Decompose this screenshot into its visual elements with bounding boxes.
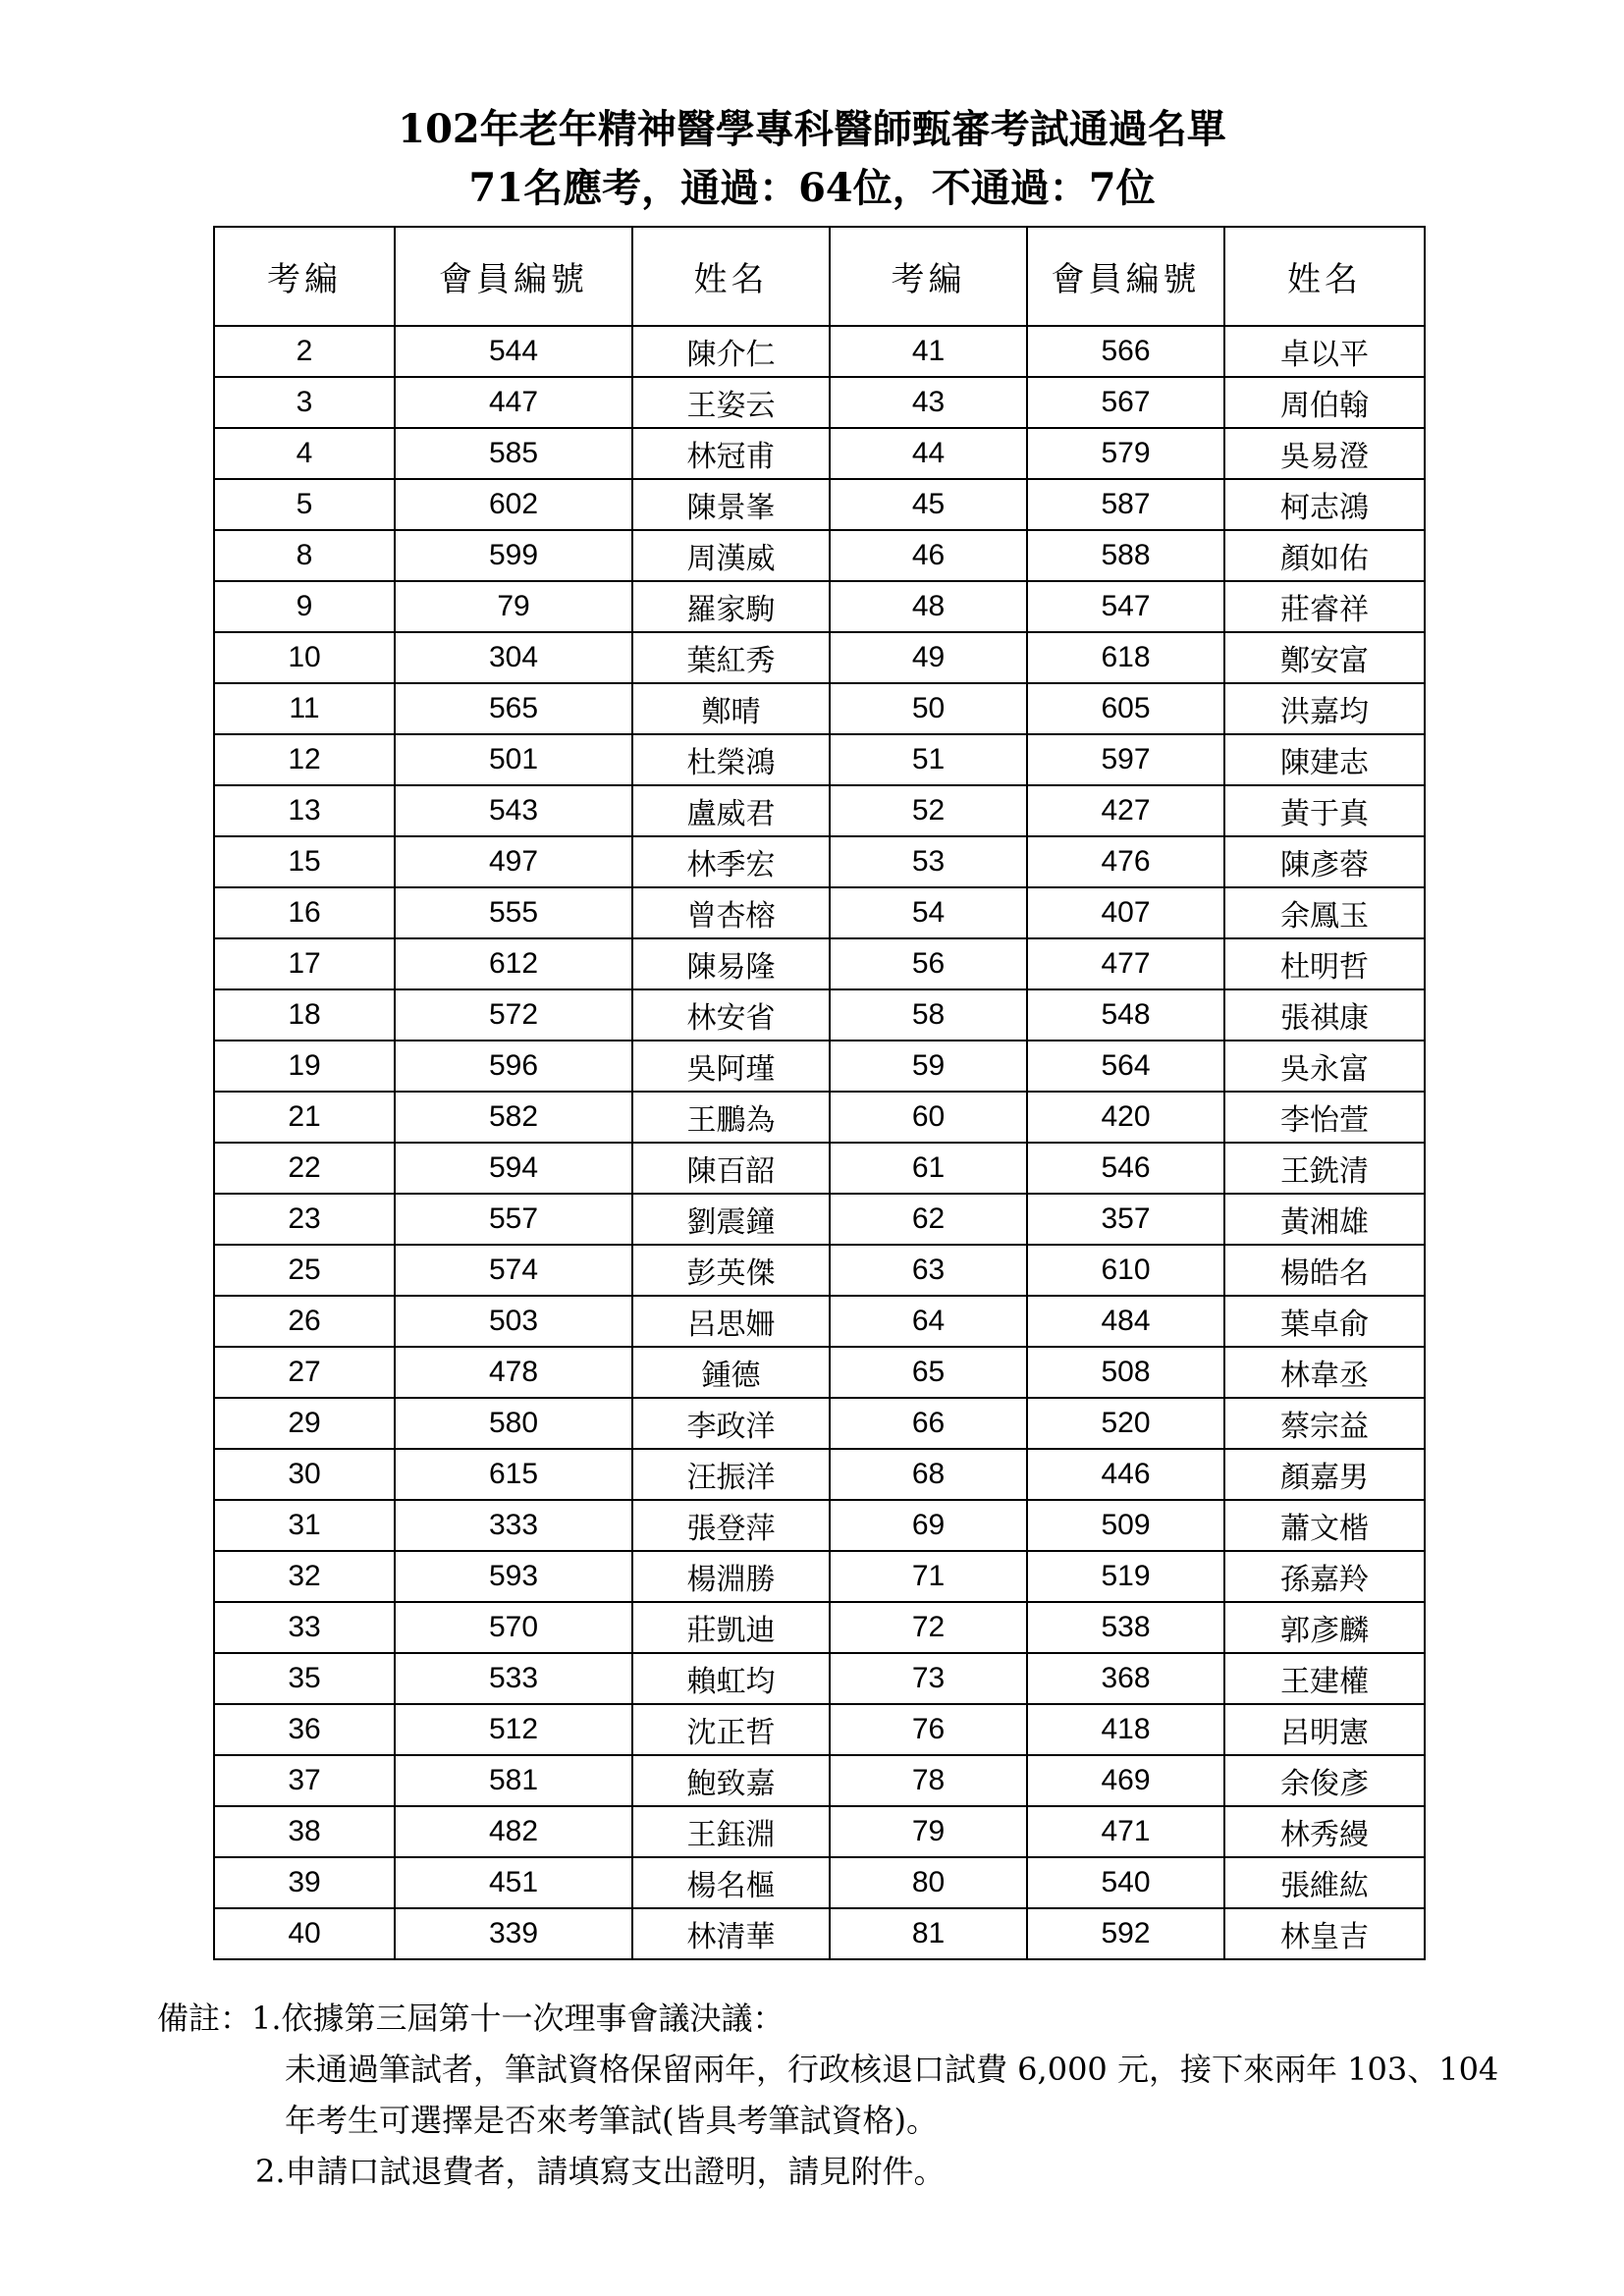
cell-name: 孫嘉羚 [1224, 1551, 1425, 1602]
cell-member-no: 427 [1027, 785, 1224, 836]
cell-exam-no: 40 [214, 1908, 395, 1959]
cell-exam-no: 41 [830, 326, 1027, 377]
table-row [214, 1143, 1425, 1194]
cell-exam-no: 64 [830, 1296, 1027, 1347]
cell-exam-no: 33 [214, 1602, 395, 1653]
cell-name: 蔡宗益 [1224, 1398, 1425, 1449]
cell-name: 鄭安富 [1224, 632, 1425, 683]
cell-exam-no: 52 [830, 785, 1027, 836]
cell-member-no: 587 [1027, 479, 1224, 530]
cell-member-no: 368 [1027, 1653, 1224, 1704]
cell-exam-no: 49 [830, 632, 1027, 683]
cell-member-no: 519 [1027, 1551, 1224, 1602]
cell-member-no: 581 [395, 1755, 632, 1806]
notes [157, 1993, 1498, 2197]
table-row [214, 1908, 1425, 1959]
cell-member-no: 533 [395, 1653, 632, 1704]
cell-exam-no: 66 [830, 1398, 1027, 1449]
cell-member-no: 544 [395, 326, 632, 377]
cell-member-no: 588 [1027, 530, 1224, 581]
cell-name: 王姿云 [632, 377, 830, 428]
cell-exam-no: 13 [214, 785, 395, 836]
cell-name: 余鳳玉 [1224, 887, 1425, 938]
cell-exam-no: 19 [214, 1041, 395, 1092]
cell-member-no: 469 [1027, 1755, 1224, 1806]
cell-member-no: 547 [1027, 581, 1224, 632]
cell-exam-no: 18 [214, 989, 395, 1041]
cell-exam-no: 25 [214, 1245, 395, 1296]
cell-exam-no: 58 [830, 989, 1027, 1041]
cell-member-no: 471 [1027, 1806, 1224, 1857]
cell-member-no: 566 [1027, 326, 1224, 377]
table-row [214, 1347, 1425, 1398]
cell-member-no: 618 [1027, 632, 1224, 683]
cell-exam-no: 15 [214, 836, 395, 887]
cell-name: 林皇吉 [1224, 1908, 1425, 1959]
cell-exam-no: 39 [214, 1857, 395, 1908]
cell-exam-no: 72 [830, 1602, 1027, 1653]
table-row [214, 479, 1425, 530]
table-row [214, 938, 1425, 989]
cell-name: 鮑致嘉 [632, 1755, 830, 1806]
cell-member-no: 574 [395, 1245, 632, 1296]
cell-member-no: 447 [395, 377, 632, 428]
cell-name: 楊淵勝 [632, 1551, 830, 1602]
cell-name: 楊名樞 [632, 1857, 830, 1908]
cell-member-no: 585 [395, 428, 632, 479]
cell-name: 陳易隆 [632, 938, 830, 989]
cell-name: 劉震鐘 [632, 1194, 830, 1245]
cell-exam-no: 45 [830, 479, 1027, 530]
cell-name: 吳阿瑾 [632, 1041, 830, 1092]
cell-name: 林安省 [632, 989, 830, 1041]
cell-member-no: 482 [395, 1806, 632, 1857]
cell-name: 呂思姍 [632, 1296, 830, 1347]
cell-name: 莊凱迪 [632, 1602, 830, 1653]
cell-name: 周漢威 [632, 530, 830, 581]
cell-exam-no: 50 [830, 683, 1027, 734]
cell-exam-no: 2 [214, 326, 395, 377]
cell-exam-no: 44 [830, 428, 1027, 479]
cell-member-no: 548 [1027, 989, 1224, 1041]
cell-name: 洪嘉均 [1224, 683, 1425, 734]
cell-name: 卓以平 [1224, 326, 1425, 377]
cell-member-no: 579 [1027, 428, 1224, 479]
cell-member-no: 580 [395, 1398, 632, 1449]
header-name: 姓名 [1224, 227, 1425, 326]
cell-exam-no: 10 [214, 632, 395, 683]
cell-member-no: 79 [395, 581, 632, 632]
cell-member-no: 407 [1027, 887, 1224, 938]
cell-exam-no: 73 [830, 1653, 1027, 1704]
cell-name: 林季宏 [632, 836, 830, 887]
cell-name: 羅家駒 [632, 581, 830, 632]
cell-exam-no: 32 [214, 1551, 395, 1602]
table-row [214, 581, 1425, 632]
header-member-no: 會員編號 [395, 227, 632, 326]
cell-exam-no: 11 [214, 683, 395, 734]
cell-member-no: 503 [395, 1296, 632, 1347]
cell-name: 陳建志 [1224, 734, 1425, 785]
table-row [214, 1653, 1425, 1704]
header-exam-no: 考編 [830, 227, 1027, 326]
cell-exam-no: 21 [214, 1092, 395, 1143]
cell-name: 張維紘 [1224, 1857, 1425, 1908]
cell-exam-no: 76 [830, 1704, 1027, 1755]
cell-member-no: 612 [395, 938, 632, 989]
table-row [214, 530, 1425, 581]
cell-exam-no: 51 [830, 734, 1027, 785]
cell-exam-no: 16 [214, 887, 395, 938]
cell-member-no: 597 [1027, 734, 1224, 785]
cell-exam-no: 35 [214, 1653, 395, 1704]
cell-name: 林冠甫 [632, 428, 830, 479]
cell-member-no: 484 [1027, 1296, 1224, 1347]
cell-member-no: 509 [1027, 1500, 1224, 1551]
cell-member-no: 572 [395, 989, 632, 1041]
cell-name: 陳景峯 [632, 479, 830, 530]
cell-member-no: 596 [395, 1041, 632, 1092]
cell-name: 李政洋 [632, 1398, 830, 1449]
cell-member-no: 555 [395, 887, 632, 938]
table-row [214, 785, 1425, 836]
cell-member-no: 476 [1027, 836, 1224, 887]
cell-name: 黃湘雄 [1224, 1194, 1425, 1245]
table-row [214, 989, 1425, 1041]
cell-exam-no: 80 [830, 1857, 1027, 1908]
cell-name: 彭英傑 [632, 1245, 830, 1296]
table-row [214, 836, 1425, 887]
cell-member-no: 565 [395, 683, 632, 734]
cell-member-no: 497 [395, 836, 632, 887]
note-line: 2.申請口試退費者，請填寫支出證明，請見附件。 [255, 2153, 946, 2190]
cell-member-no: 599 [395, 530, 632, 581]
cell-member-no: 593 [395, 1551, 632, 1602]
cell-name: 沈正哲 [632, 1704, 830, 1755]
cell-exam-no: 29 [214, 1398, 395, 1449]
cell-member-no: 477 [1027, 938, 1224, 989]
cell-name: 顏如佑 [1224, 530, 1425, 581]
cell-member-no: 592 [1027, 1908, 1224, 1959]
note-line: 年考生可選擇是否來考筆試(皆具考筆試資格)。 [285, 2102, 938, 2139]
cell-member-no: 567 [1027, 377, 1224, 428]
cell-name: 吳永富 [1224, 1041, 1425, 1092]
cell-name: 林韋丞 [1224, 1347, 1425, 1398]
cell-name: 余俊彥 [1224, 1755, 1425, 1806]
cell-name: 張登萍 [632, 1500, 830, 1551]
cell-exam-no: 53 [830, 836, 1027, 887]
cell-exam-no: 38 [214, 1806, 395, 1857]
table-row [214, 1857, 1425, 1908]
table-row [214, 326, 1425, 377]
cell-name: 楊皓名 [1224, 1245, 1425, 1296]
cell-member-no: 446 [1027, 1449, 1224, 1500]
table-row [214, 1551, 1425, 1602]
cell-exam-no: 48 [830, 581, 1027, 632]
page-subtitle: 71名應考，通過：64位，不通過：7位 [468, 165, 1156, 211]
cell-member-no: 615 [395, 1449, 632, 1500]
cell-name: 柯志鴻 [1224, 479, 1425, 530]
cell-name: 王建權 [1224, 1653, 1425, 1704]
cell-member-no: 582 [395, 1092, 632, 1143]
cell-name: 汪振洋 [632, 1449, 830, 1500]
cell-member-no: 339 [395, 1908, 632, 1959]
cell-member-no: 420 [1027, 1092, 1224, 1143]
table-row [214, 1500, 1425, 1551]
cell-name: 曾杏榕 [632, 887, 830, 938]
cell-name: 顏嘉男 [1224, 1449, 1425, 1500]
cell-name: 郭彥麟 [1224, 1602, 1425, 1653]
cell-name: 吳易澄 [1224, 428, 1425, 479]
cell-member-no: 610 [1027, 1245, 1224, 1296]
table-row [214, 1041, 1425, 1092]
cell-member-no: 605 [1027, 683, 1224, 734]
header-name: 姓名 [632, 227, 830, 326]
cell-exam-no: 69 [830, 1500, 1027, 1551]
cell-exam-no: 62 [830, 1194, 1027, 1245]
table-row [214, 1755, 1425, 1806]
cell-exam-no: 59 [830, 1041, 1027, 1092]
cell-name: 張祺康 [1224, 989, 1425, 1041]
cell-name: 鄭晴 [632, 683, 830, 734]
cell-exam-no: 4 [214, 428, 395, 479]
cell-name: 呂明憲 [1224, 1704, 1425, 1755]
table-row [214, 734, 1425, 785]
cell-exam-no: 71 [830, 1551, 1027, 1602]
cell-name: 盧威君 [632, 785, 830, 836]
header-member-no: 會員編號 [1027, 227, 1224, 326]
cell-exam-no: 5 [214, 479, 395, 530]
table-row [214, 1704, 1425, 1755]
cell-name: 賴虹均 [632, 1653, 830, 1704]
cell-exam-no: 27 [214, 1347, 395, 1398]
cell-exam-no: 46 [830, 530, 1027, 581]
table-row [214, 1194, 1425, 1245]
cell-member-no: 512 [395, 1704, 632, 1755]
cell-member-no: 543 [395, 785, 632, 836]
cell-exam-no: 23 [214, 1194, 395, 1245]
cell-member-no: 508 [1027, 1347, 1224, 1398]
table-row [214, 683, 1425, 734]
cell-name: 陳彥蓉 [1224, 836, 1425, 887]
table-row [214, 1602, 1425, 1653]
cell-name: 杜榮鴻 [632, 734, 830, 785]
cell-exam-no: 22 [214, 1143, 395, 1194]
cell-exam-no: 12 [214, 734, 395, 785]
table-row [214, 428, 1425, 479]
note-line: 備註：1.依據第三屆第十一次理事會議決議： [157, 2000, 785, 2037]
cell-name: 葉紅秀 [632, 632, 830, 683]
cell-name: 莊睿祥 [1224, 581, 1425, 632]
cell-exam-no: 37 [214, 1755, 395, 1806]
cell-exam-no: 3 [214, 377, 395, 428]
table-row [214, 1449, 1425, 1500]
cell-name: 王鈺淵 [632, 1806, 830, 1857]
cell-exam-no: 56 [830, 938, 1027, 989]
cell-name: 黃于真 [1224, 785, 1425, 836]
cell-name: 杜明哲 [1224, 938, 1425, 989]
cell-name: 林秀縵 [1224, 1806, 1425, 1857]
cell-exam-no: 61 [830, 1143, 1027, 1194]
cell-name: 蕭文楷 [1224, 1500, 1425, 1551]
cell-name: 林清華 [632, 1908, 830, 1959]
cell-member-no: 520 [1027, 1398, 1224, 1449]
table-row [214, 1806, 1425, 1857]
cell-name: 王銑清 [1224, 1143, 1425, 1194]
cell-name: 陳百韶 [632, 1143, 830, 1194]
cell-member-no: 478 [395, 1347, 632, 1398]
cell-exam-no: 30 [214, 1449, 395, 1500]
table-row [214, 377, 1425, 428]
cell-name: 周伯翰 [1224, 377, 1425, 428]
cell-exam-no: 65 [830, 1347, 1027, 1398]
cell-exam-no: 79 [830, 1806, 1027, 1857]
cell-member-no: 602 [395, 479, 632, 530]
cell-member-no: 418 [1027, 1704, 1224, 1755]
cell-name: 葉卓俞 [1224, 1296, 1425, 1347]
cell-exam-no: 54 [830, 887, 1027, 938]
table-row [214, 1296, 1425, 1347]
cell-exam-no: 43 [830, 377, 1027, 428]
cell-member-no: 594 [395, 1143, 632, 1194]
cell-name: 李怡萱 [1224, 1092, 1425, 1143]
cell-member-no: 538 [1027, 1602, 1224, 1653]
cell-exam-no: 26 [214, 1296, 395, 1347]
cell-member-no: 546 [1027, 1143, 1224, 1194]
table-row [214, 1245, 1425, 1296]
cell-exam-no: 78 [830, 1755, 1027, 1806]
cell-exam-no: 9 [214, 581, 395, 632]
cell-member-no: 357 [1027, 1194, 1224, 1245]
cell-member-no: 564 [1027, 1041, 1224, 1092]
cell-member-no: 501 [395, 734, 632, 785]
cell-member-no: 557 [395, 1194, 632, 1245]
note-line: 未通過筆試者，筆試資格保留兩年，行政核退口試費 6,000 元，接下來兩年 103、104 [285, 2051, 1499, 2088]
cell-exam-no: 17 [214, 938, 395, 989]
cell-exam-no: 81 [830, 1908, 1027, 1959]
cell-member-no: 333 [395, 1500, 632, 1551]
table-row [214, 1092, 1425, 1143]
cell-member-no: 304 [395, 632, 632, 683]
cell-member-no: 570 [395, 1602, 632, 1653]
results-table [213, 226, 1426, 1960]
cell-member-no: 451 [395, 1857, 632, 1908]
table-row [214, 887, 1425, 938]
cell-exam-no: 8 [214, 530, 395, 581]
cell-exam-no: 60 [830, 1092, 1027, 1143]
page-title: 102年老年精神醫學專科醫師甄審考試通過名單 [398, 106, 1226, 152]
cell-name: 王鵬為 [632, 1092, 830, 1143]
table-header-row [214, 227, 1425, 326]
cell-exam-no: 31 [214, 1500, 395, 1551]
cell-member-no: 540 [1027, 1857, 1224, 1908]
cell-exam-no: 68 [830, 1449, 1027, 1500]
cell-name: 鍾德 [632, 1347, 830, 1398]
table-row [214, 1398, 1425, 1449]
header-exam-no: 考編 [214, 227, 395, 326]
cell-name: 陳介仁 [632, 326, 830, 377]
cell-exam-no: 36 [214, 1704, 395, 1755]
cell-exam-no: 63 [830, 1245, 1027, 1296]
table-row [214, 632, 1425, 683]
